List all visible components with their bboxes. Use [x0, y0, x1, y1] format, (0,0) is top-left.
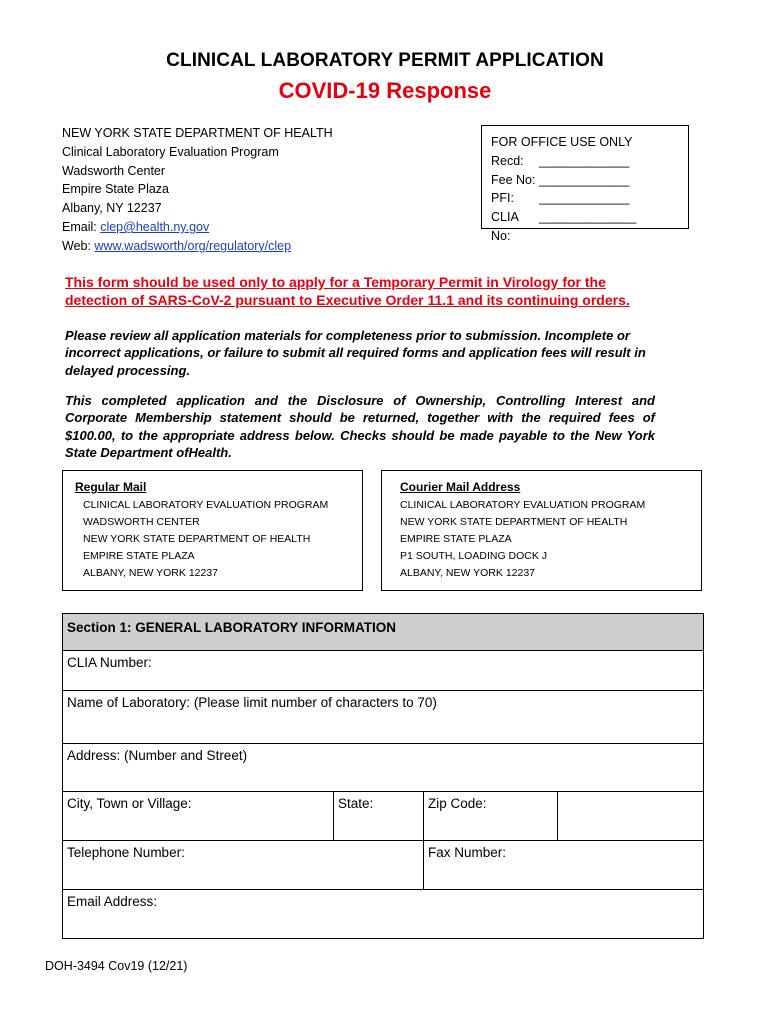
office-row-pfi	[491, 189, 688, 208]
office-row-blank[interactable]: ______________	[539, 210, 637, 225]
mail-address-line: CLINICAL LABORATORY EVALUATION PROGRAM	[400, 499, 646, 511]
courier-mail-box	[381, 470, 702, 591]
office-use-box	[481, 125, 689, 243]
web-link[interactable]: www.wadsworth/org/regulatory/clep	[94, 238, 292, 253]
mail-address-line: EMPIRE STATE PLAZA	[400, 533, 512, 545]
form-row	[63, 744, 704, 792]
section1-header-row	[63, 614, 704, 651]
agency-line: NEW YORK STATE DEPARTMENT OF HEALTH	[62, 126, 333, 140]
office-row-label: PFI:	[491, 191, 514, 206]
fax-field[interactable]: Fax Number:	[424, 841, 704, 890]
office-row-label: Recd:	[491, 153, 524, 168]
form-row	[63, 691, 704, 744]
zip-code-value-field[interactable]	[558, 792, 704, 841]
telephone-field[interactable]: Telephone Number:	[63, 841, 424, 890]
agency-line: Albany, NY 12237	[62, 201, 162, 216]
office-row-label: Fee No:	[491, 172, 536, 187]
agency-address-block	[62, 124, 333, 256]
office-row-blank[interactable]: _____________	[539, 172, 630, 187]
lab-name-field[interactable]: Name of Laboratory: (Please limit number of characters to 70)	[63, 691, 704, 744]
agency-line: Wadsworth Center	[62, 163, 166, 178]
page-subtitle: COVID-19 Response	[278, 78, 492, 103]
state-field[interactable]: State:	[334, 792, 424, 841]
regular-mail-box	[62, 470, 363, 591]
office-row-clia	[491, 208, 688, 246]
page-title: CLINICAL LABORATORY PERMIT APPLICATION	[166, 50, 604, 71]
agency-email-row	[62, 218, 333, 237]
agency-line: Clinical Laboratory Evaluation Program	[62, 144, 279, 159]
form-id-footer: DOH-3494 Cov19 (12/21)	[45, 959, 188, 973]
mail-address-line: P1 SOUTH, LOADING DOCK J	[400, 550, 548, 562]
mail-address-line: NEW YORK STATE DEPARTMENT OF HEALTH	[83, 533, 311, 545]
email-address-field[interactable]: Email Address:	[63, 890, 704, 939]
regular-mail-heading: Regular Mail	[75, 480, 147, 494]
mail-address-line: CLINICAL LABORATORY EVALUATION PROGRAM	[83, 499, 329, 511]
review-notice: Please review all application materials for completeness prior to submission. Incomplete or incorrect applications, or failure to submit all required forms and application fees will result in delayed processing.	[65, 328, 646, 378]
return-notice: This completed application and the Disclosure of Ownership, Controlling Interest and Corporate Membership statement should be returned, together with the required fees of $100.00, to the appropriate address below. Checks should be made payable to the New York State Department ofHealth.	[65, 393, 655, 460]
mail-address-line: WADSWORTH CENTER	[83, 516, 200, 528]
email-link[interactable]: clep@health.ny.gov	[100, 219, 210, 234]
courier-mail-heading: Courier Mail Address	[400, 480, 521, 494]
web-label: Web:	[62, 238, 95, 253]
email-label: Email:	[62, 219, 101, 234]
office-row-recd	[491, 152, 688, 171]
office-row-fee	[491, 171, 688, 190]
city-field[interactable]: City, Town or Village:	[63, 792, 334, 841]
section1-form-table	[62, 613, 704, 939]
agency-line: Empire State Plaza	[62, 182, 169, 197]
mail-address-line: NEW YORK STATE DEPARTMENT OF HEALTH	[400, 516, 628, 528]
agency-web-row	[62, 237, 333, 256]
office-row-label: CLIA No:	[491, 210, 519, 243]
form-row	[63, 792, 704, 841]
form-row	[63, 651, 704, 691]
address-field[interactable]: Address: (Number and Street)	[63, 744, 704, 792]
zip-code-field[interactable]: Zip Code:	[424, 792, 558, 841]
office-row-blank[interactable]: _____________	[539, 191, 630, 206]
form-row	[63, 890, 704, 939]
virology-notice: This form should be used only to apply for a Temporary Permit in Virology for the detection of SARS-CoV-2 pursuant to Executive Order 11.1 and its continuing orders.	[65, 274, 630, 309]
mail-address-line: EMPIRE STATE PLAZA	[83, 550, 195, 562]
office-row-blank[interactable]: _____________	[539, 153, 630, 168]
mail-address-line: ALBANY, NEW YORK 12237	[400, 567, 536, 579]
mail-address-line: ALBANY, NEW YORK 12237	[83, 567, 219, 579]
form-row	[63, 841, 704, 890]
office-use-title: FOR OFFICE USE ONLY	[491, 135, 633, 149]
clia-number-field[interactable]: CLIA Number:	[63, 651, 704, 691]
section1-heading: Section 1: GENERAL LABORATORY INFORMATION	[63, 614, 704, 651]
